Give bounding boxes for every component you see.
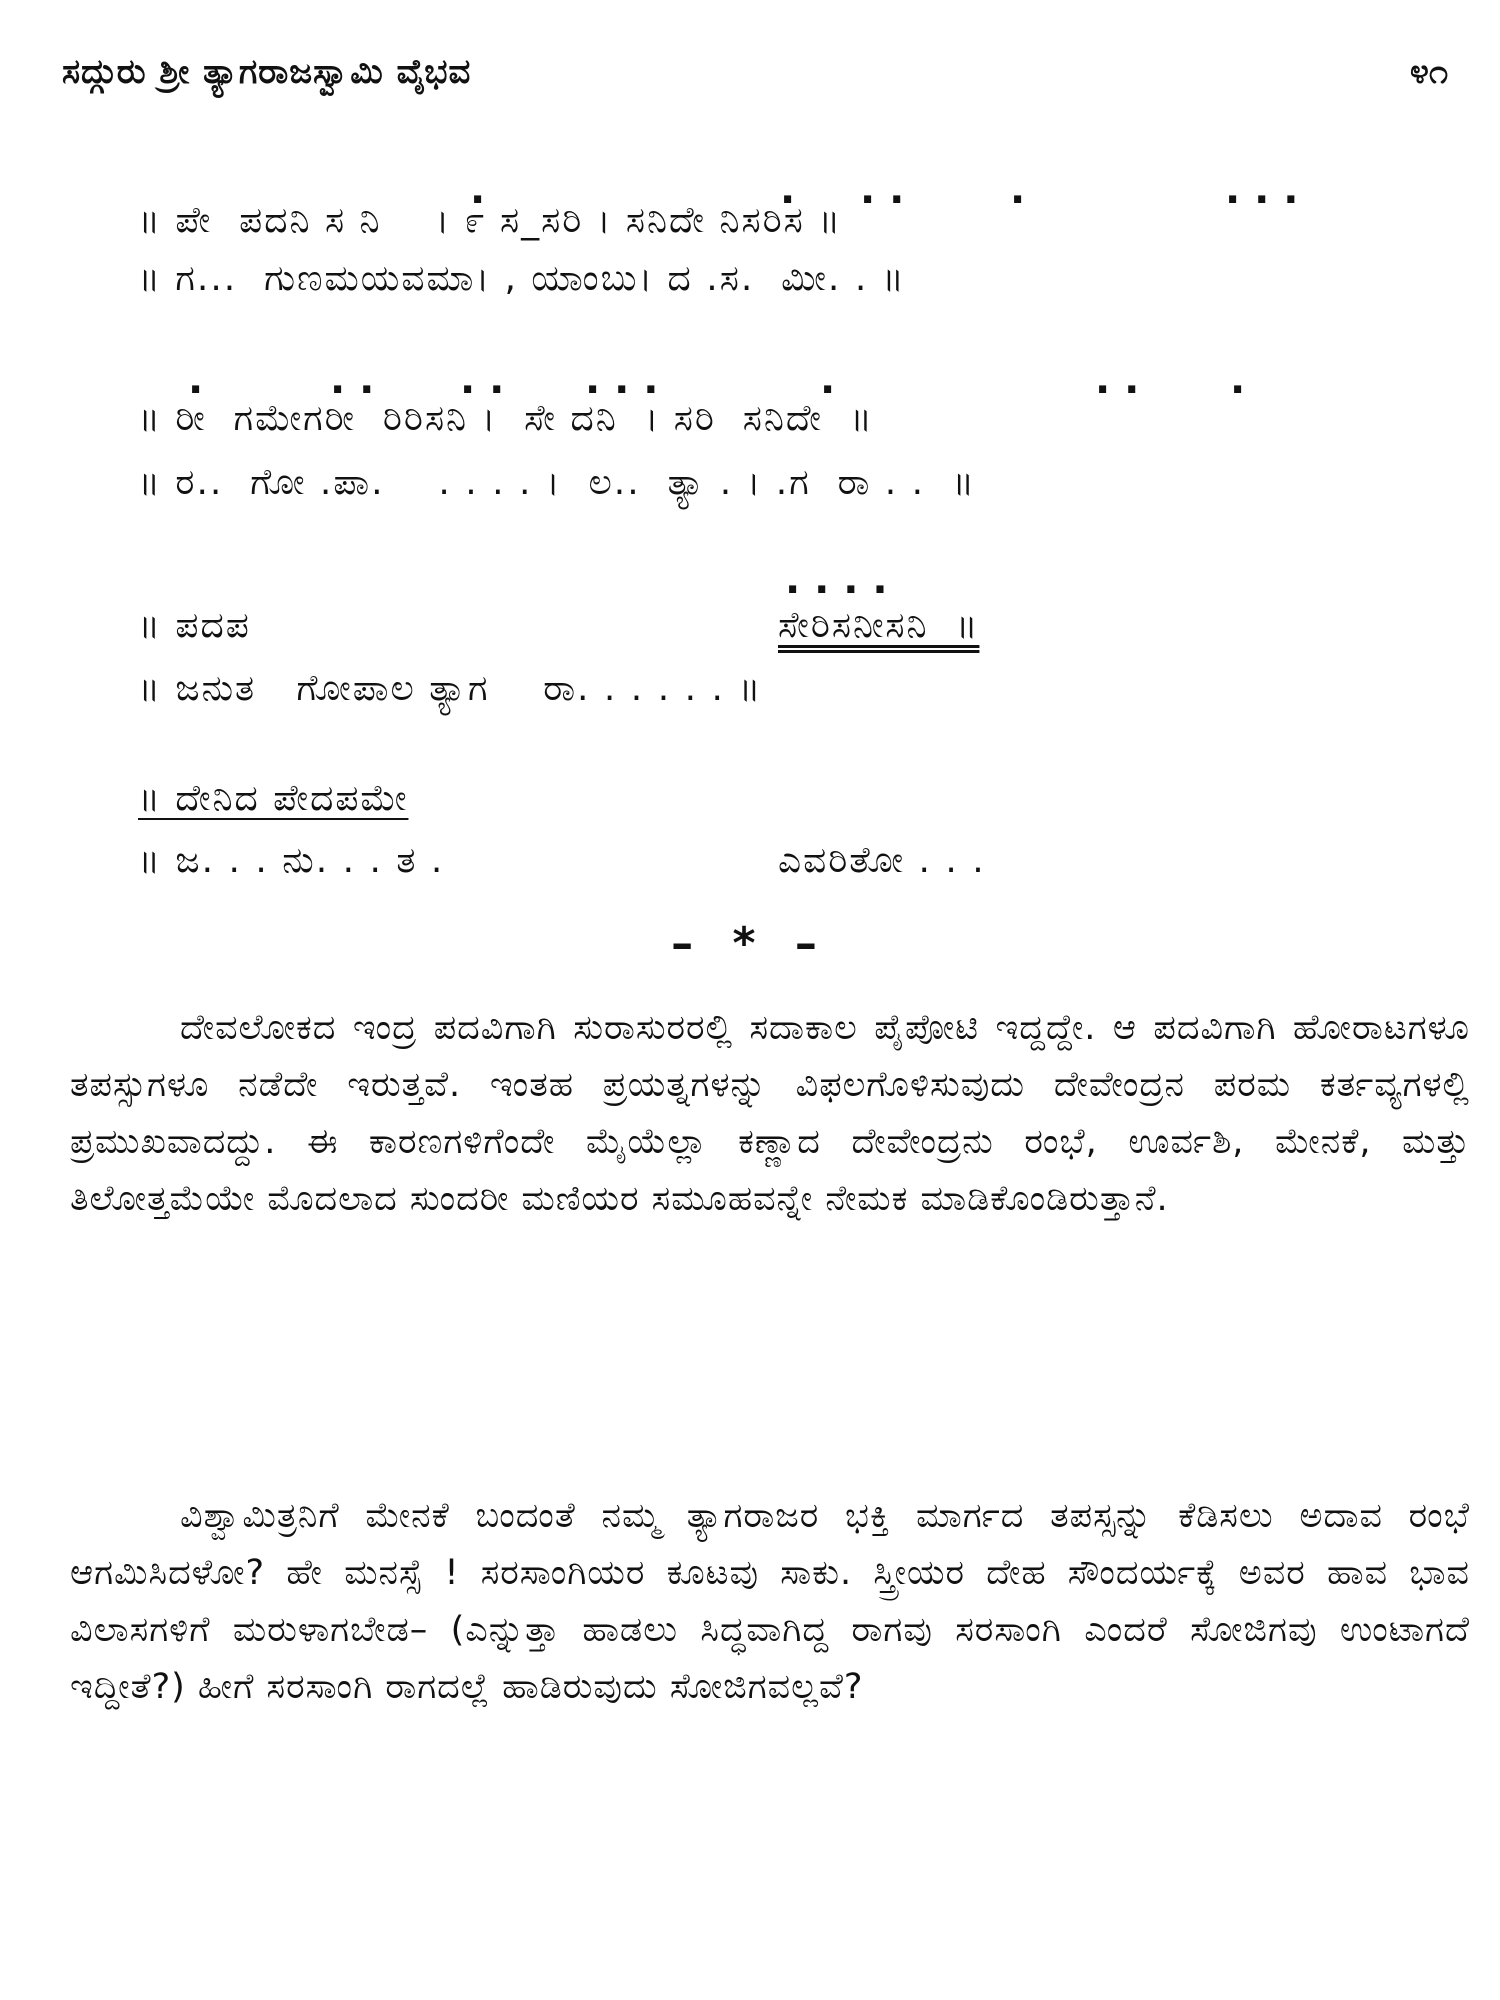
running-title: ಸದ್ಗುರು ಶ್ರೀ ತ್ಯಾಗರಾಜಸ್ವಾಮಿ ವೈಭವ bbox=[62, 52, 472, 92]
notation-block4-sahitya-a: ॥ ಜ. . . ನು. . . ತ . bbox=[138, 840, 445, 881]
tara-sthayi-dot: . bbox=[1230, 357, 1246, 403]
notation-block4-swara: ॥ ದೇನಿದ ಪೇದಪಮೇ bbox=[138, 778, 409, 819]
section-separator: – * – bbox=[671, 918, 829, 969]
tara-sthayi-dot: . . bbox=[460, 357, 505, 403]
notation-block3-swara-a: ॥ ಪದಪ bbox=[138, 605, 251, 646]
notation-block3-swara-b: ಸೇರಿಸನೀಸನಿ ॥ bbox=[778, 605, 980, 646]
paragraph-text: ದೇವಲೋಕದ ಇಂದ್ರ ಪದವಿಗಾಗಿ ಸುರಾಸುರರಲ್ಲಿ ಸದಾಕಾಲ ಪೈಪೋಟಿ ಇದ್ದದ್ದೇ. ಆ ಪದವಿಗಾಗಿ ಹೋರಾಟಗಳೂ ತಪಸ್ಸುಗಳೂ ನಡೆದೇ ಇರುತ್ತವೆ. ಇಂತಹ ಪ್ರಯತ್ನಗಳನ್ನು ವಿಫಲಗೊಳಿಸುವುದು ದೇವೇಂದ್ರನ ಪರಮ ಕರ್ತವ್ಯಗಳಲ್ಲಿ ಪ್ರಮುಖವಾದದ್ದು. ಈ ಕಾರಣಗಳಿಗೆಂದೇ ಮೈಯೆಲ್ಲಾ ಕಣ್ಣಾದ ದೇವೇಂದ್ರನು ರಂಭೆ, ಊರ್ವಶಿ, ಮೇನಕೆ, ಮತ್ತು ತಿಲೋತ್ತಮೆಯೇ ಮೊದಲಾದ ಸುಂದರೀ ಮಣಿಯರ ಸಮೂಹವನ್ನೇ ನೇಮಕ ಮಾಡಿಕೊಂಡಿರುತ್ತಾನೆ. bbox=[70, 1008, 1470, 1219]
notation-block1-sahitya: ॥ ಗ... ಗುಣಮಯವಮಾ। , ಯಾಂಬು। ದ .ಸ. ಮೀ. . ॥ bbox=[138, 258, 906, 299]
page-number: ೪೧ bbox=[1409, 52, 1448, 92]
tara-sthayi-dot: . bbox=[780, 167, 796, 213]
paragraph-text: ವಿಶ್ವಾಮಿತ್ರನಿಗೆ ಮೇನಕೆ ಬಂದಂತೆ ನಮ್ಮ ತ್ಯಾಗರಾಜರ ಭಕ್ತಿ ಮಾರ್ಗದ ತಪಸ್ಸನ್ನು ಕೆಡಿಸಲು ಅದಾವ ರಂಭೆ ಆಗಮಿಸಿದಳೋ? ಹೇ ಮನಸ್ಸೆ ! ಸರಸಾಂಗಿಯರ ಕೂಟವು ಸಾಕು. ಸ್ತ್ರೀಯರ ದೇಹ ಸೌಂದರ್ಯಕ್ಕೆ ಅವರ ಹಾವ ಭಾವ ವಿಲಾಸಗಳಿಗೆ ಮರುಳಾಗಬೇಡ– (ಎನ್ನುತ್ತಾ ಹಾಡಲು ಸಿದ್ಧವಾಗಿದ್ದ ರಾಗವು ಸರಸಾಂಗಿ ಎಂದರೆ ಸೋಜಿಗವು ಉಂಟಾಗದೆ ಇದ್ದೀತೆ?) ಹೀಗೆ ಸರಸಾಂಗಿ ರಾಗದಲ್ಲೆ ಹಾಡಿರುವುದು ಸೋಜಿಗವಲ್ಲವೆ? bbox=[70, 1496, 1470, 1707]
notation-block1-swara: ॥ ಪೇ ಪದನಿ ಸ ನಿ । ೯ ಸ_ಸರಿ । ಸನಿದೇ ನಿಸರಿಸ ॥ bbox=[138, 200, 843, 241]
notation-block2-swara: ॥ ರೀ ಗಮೇಗರೀ ರಿರಿಸನಿ । ಸೇ ದನಿ । ಸರಿ ಸನಿದೇ ॥ bbox=[138, 398, 874, 439]
tara-sthayi-dot: . bbox=[820, 357, 836, 403]
tara-sthayi-dot: . . bbox=[860, 167, 905, 213]
tara-sthayi-dot: . bbox=[470, 167, 486, 213]
body-paragraph-1 bbox=[70, 1000, 1470, 1228]
tara-sthayi-dot: . . . bbox=[1225, 167, 1299, 213]
tara-sthayi-dot: . . bbox=[1095, 357, 1140, 403]
tara-sthayi-dot: . . . . bbox=[785, 557, 888, 603]
tara-sthayi-dot: . bbox=[1010, 167, 1026, 213]
tara-sthayi-dot: . . . bbox=[585, 357, 659, 403]
tara-sthayi-dot: . . bbox=[330, 357, 375, 403]
tara-sthayi-dot: . bbox=[188, 357, 204, 403]
page-header bbox=[62, 52, 1448, 112]
notation-block4-sahitya-b: ಎವರಿತೋ . . . bbox=[778, 840, 986, 881]
notation-block3-sahitya: ॥ ಜನುತ ಗೋಪಾಲ ತ್ಯಾಗ ರಾ. . . . . . ॥ bbox=[138, 668, 763, 709]
notation-block2-sahitya: ॥ ರ.. ಗೋ .ಪಾ. . . . . । ಲ.. ತ್ಯಾ . । .ಗ ರಾ . . ॥ bbox=[138, 462, 976, 503]
body-paragraph-2 bbox=[70, 1488, 1470, 1716]
